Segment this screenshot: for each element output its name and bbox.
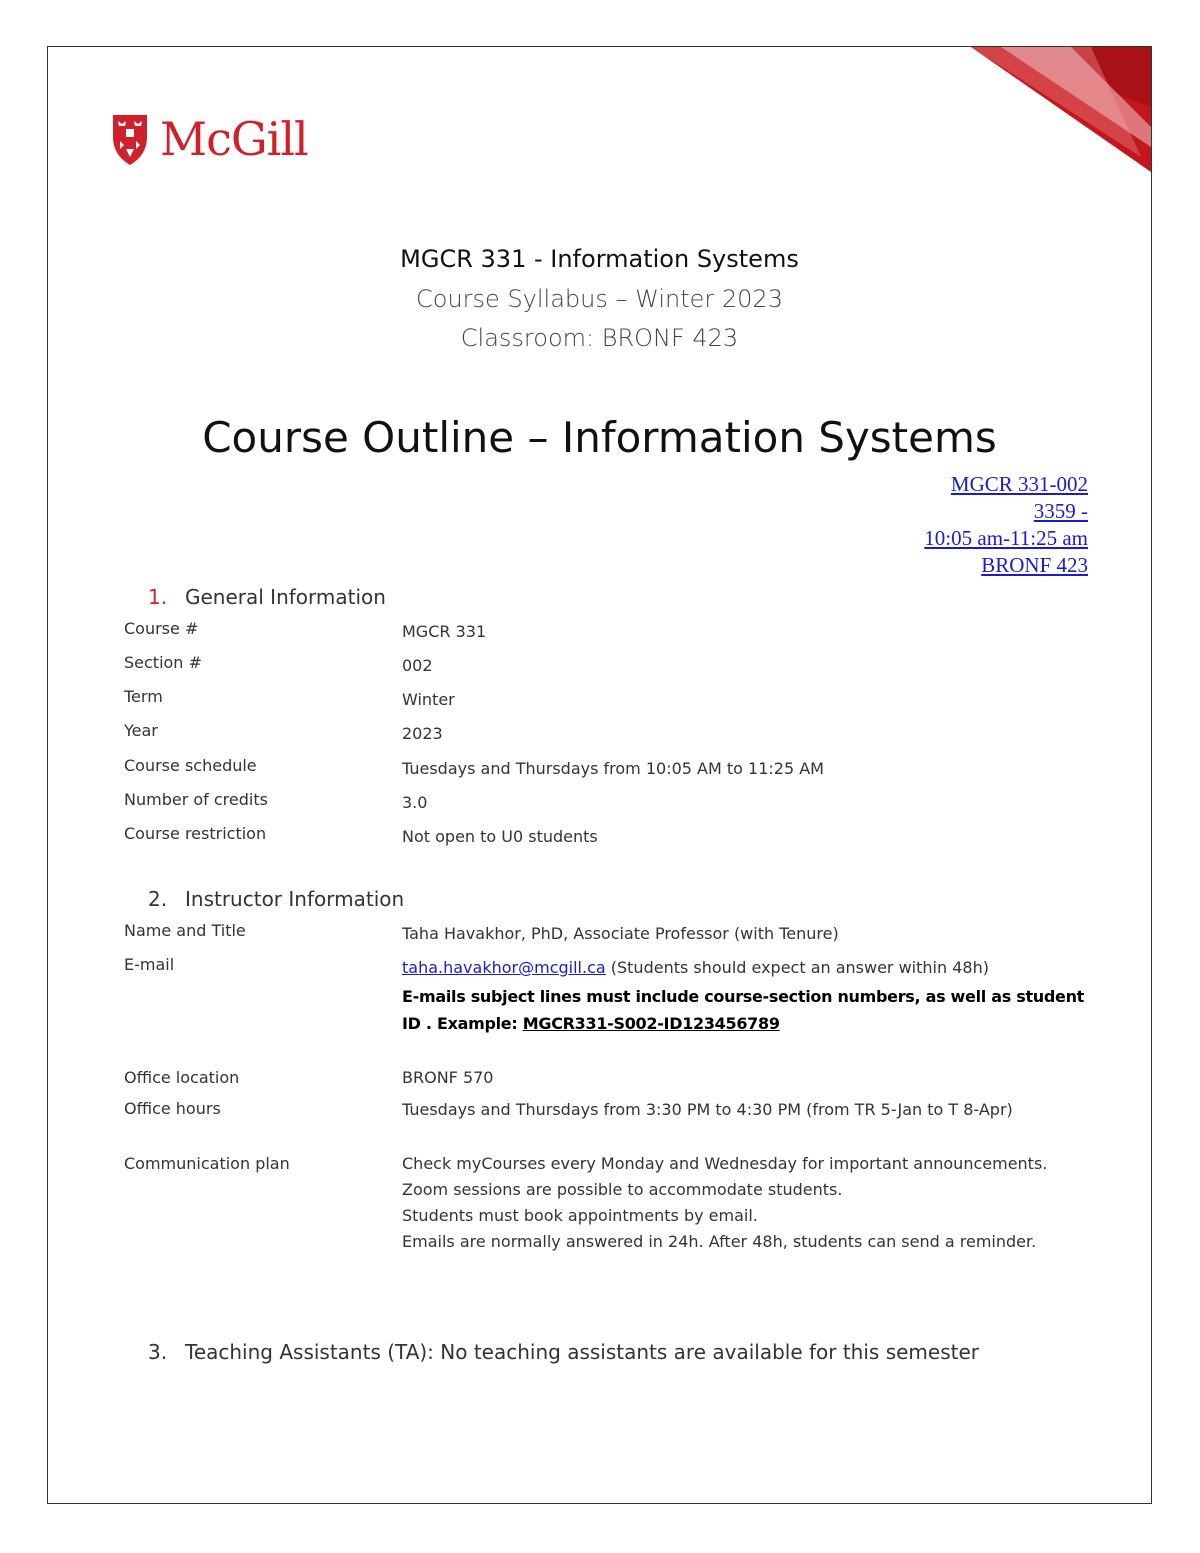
- mcgill-logo: [110, 111, 308, 167]
- classroom-line: Classroom: BRONF 423: [460, 324, 739, 352]
- email-note: (Students should expect an answer within 48h): [605, 958, 989, 977]
- row-label: Number of credits: [124, 790, 268, 809]
- row-label: E-mail: [124, 955, 175, 974]
- row-label: Course #: [124, 619, 199, 638]
- section-heading-instructor: [148, 887, 404, 911]
- comm-line: Emails are normally answered in 24h. After 48h, students can send a reminder.: [402, 1232, 1037, 1251]
- email-rule: [402, 983, 1092, 1037]
- row-label: Section #: [124, 653, 202, 672]
- section-title: General Information: [185, 585, 386, 609]
- row-value: Winter: [402, 690, 455, 709]
- row-value: 2023: [402, 724, 443, 743]
- link-crn[interactable]: 3359 -: [1033, 499, 1088, 523]
- section-title: Instructor Information: [185, 887, 405, 911]
- logo-wordmark: McGill: [160, 112, 308, 166]
- link-time[interactable]: 10:05 am-11:25 am: [924, 526, 1088, 550]
- row-value: Tuesdays and Thursdays from 10:05 AM to 11:25 AM: [402, 759, 824, 778]
- row-value: 002: [402, 656, 433, 675]
- section-heading-ta: [148, 1340, 979, 1364]
- section-number: 3.: [148, 1340, 168, 1364]
- row-label: Communication plan: [124, 1154, 290, 1173]
- corner-decoration: [971, 47, 1151, 172]
- email-block: [402, 955, 1092, 1037]
- document-page: [47, 46, 1152, 1504]
- comm-line: Check myCourses every Monday and Wednesday for important announcements.: [402, 1154, 1048, 1173]
- mcgill-crest-icon: [110, 111, 150, 167]
- course-title: MGCR 331 - Information Systems: [400, 245, 799, 273]
- section-heading-general: [148, 585, 386, 609]
- communication-plan: [402, 1151, 1092, 1255]
- row-label: Office hours: [124, 1099, 221, 1118]
- section-title: Teaching Assistants (TA): No teaching assistants are available for this semester: [185, 1340, 979, 1364]
- email-link[interactable]: taha.havakhor@mcgill.ca: [402, 958, 606, 977]
- row-value: 3.0: [402, 793, 428, 812]
- section-number: 2.: [148, 887, 168, 911]
- row-value: MGCR 331: [402, 622, 487, 641]
- section-number: 1.: [148, 585, 168, 609]
- link-course-section[interactable]: MGCR 331-002: [950, 472, 1088, 496]
- row-value: Tuesdays and Thursdays from 3:30 PM to 4:30 PM (from TR 5-Jan to T 8-Apr): [402, 1100, 1013, 1119]
- course-subtitle: Course Syllabus – Winter 2023: [416, 285, 783, 313]
- link-room[interactable]: BRONF 423: [981, 553, 1088, 577]
- row-label: Year: [124, 721, 158, 740]
- row-label: Name and Title: [124, 921, 246, 940]
- row-label: Course restriction: [124, 824, 267, 843]
- row-value: Taha Havakhor, PhD, Associate Professor (with Tenure): [402, 924, 839, 943]
- row-label: Course schedule: [124, 756, 257, 775]
- comm-line: Zoom sessions are possible to accommodate students.: [402, 1180, 843, 1199]
- row-label: Term: [124, 687, 163, 706]
- row-value: BRONF 570: [402, 1068, 494, 1087]
- section-links: [924, 471, 1088, 579]
- outline-title: Course Outline – Information Systems: [202, 413, 997, 462]
- email-example: MGCR331-S002-ID123456789: [522, 1014, 780, 1033]
- email-rule-text: E-mails subject lines must include course-section numbers, as well as student ID . Example:: [402, 987, 1085, 1033]
- row-label: Office location: [124, 1068, 240, 1087]
- comm-line: Students must book appointments by email.: [402, 1206, 758, 1225]
- row-value: Not open to U0 students: [402, 827, 598, 846]
